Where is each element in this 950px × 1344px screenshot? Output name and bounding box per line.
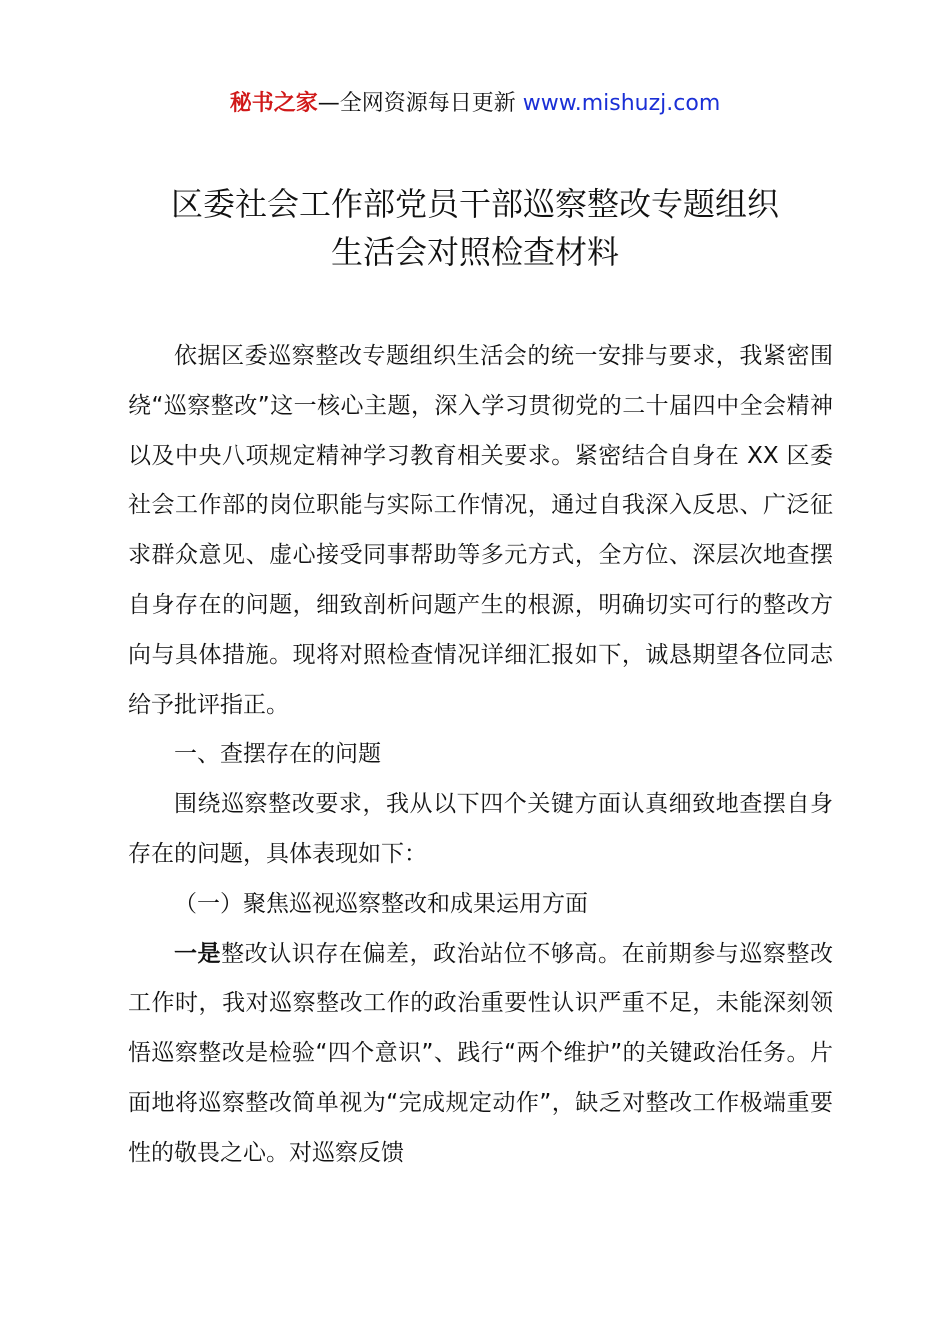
document-title bbox=[0, 180, 950, 276]
point-1-text: 整改认识存在偏差，政治站位不够高。在前期参与巡察整改工作时，我对巡察整改工作的政治重要性认识严重不足，未能深刻领悟巡察整改是检验“四个意识”、践行“两个维护”的关键政治任务。片面地将巡察整改简单视为“完成规定动作”，缺乏对整改工作极端重要性的敬畏之心。对巡察反馈 bbox=[128, 940, 834, 1166]
site-url-link[interactable]: www.mishuzj.com bbox=[522, 91, 721, 116]
subsection-1-heading: （一）聚焦巡视巡察整改和成果运用方面 bbox=[174, 890, 588, 917]
title-line-2: 生活会对照检查材料 bbox=[330, 233, 619, 271]
title-line-1: 区委社会工作部党员干部巡察整改专题组织 bbox=[170, 185, 779, 223]
document-body bbox=[128, 332, 833, 1179]
point-1-lead: 一是 bbox=[174, 940, 222, 967]
site-brand: 秘书之家 bbox=[229, 91, 318, 116]
intro-paragraph: 依据区委巡察整改专题组织生活会的统一安排与要求，我紧密围绕“巡察整改”这一核心主题，深入学习贯彻党的二十届四中全会精神以及中央八项规定精神学习教育相关要求。紧密结合自身在 XX 区委社会工作部的岗位职能与实际工作情况，通过自我深入反思、广泛征求群众意见、虚心接受同事帮助等多元方式，全方位、深层次地查摆自身存在的问题，细致剖析问题产生的根源，明确切实可行的整改方向与具体措施。现将对照检查情况详细汇报如下，诚恳期望各位同志给予批评指正。 bbox=[128, 343, 833, 718]
header-slogan: 全网资源每日更新 bbox=[339, 91, 523, 116]
section-1-intro-paragraph: 围绕巡察整改要求，我从以下四个关键方面认真细致地查摆自身存在的问题，具体表现如下： bbox=[128, 791, 833, 867]
site-header bbox=[0, 88, 950, 120]
section-1-heading: 一、查摆存在的问题 bbox=[174, 741, 381, 768]
point-1-paragraph bbox=[128, 930, 833, 1179]
header-dash: — bbox=[317, 91, 340, 116]
